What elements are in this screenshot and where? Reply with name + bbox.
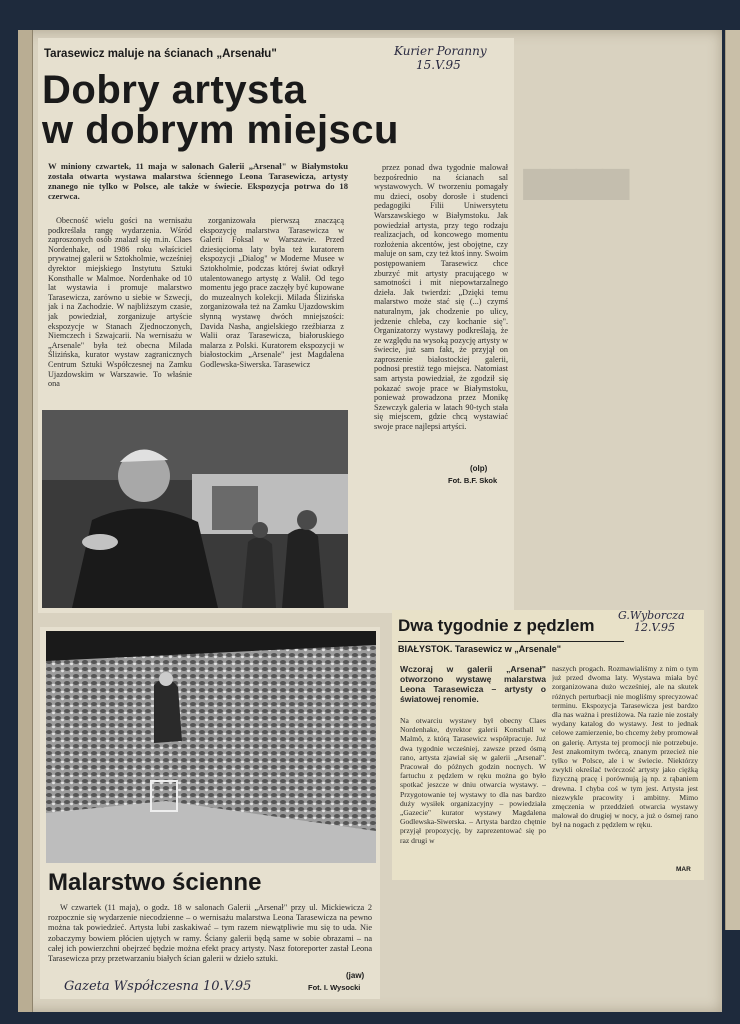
photo-credit: Fot. I. Wysocki — [308, 983, 361, 992]
lead-paragraph: W miniony czwartek, 11 maja w salonach Galerii „Arsenał" w Białymstoku została otwarta wystawa malarstwa ściennego Leona Tarasewicza, artysty znanego nie tylko w Polsce, ale także w świecie. Ekspozycja potrwa do 18 czerwca. — [48, 161, 348, 201]
author-signature: (olp) — [470, 464, 488, 473]
photo-artist-image — [42, 410, 348, 608]
photo-wall-painting — [46, 631, 376, 863]
album-page — [18, 30, 722, 1012]
body-text: W czwartek (11 maja), o godz. 18 w salonach Galerii „Arsenał" przy ul. Mickiewicza 2 rozpocznie się wydarzenie niecodzienne – o wernisażu malarstwa Leona Tarasewicza na pewno można tak powiedzieć. Artysta lubi zaskakiwać – tym razem niewątpliwie mu się to uda. Nie zobaczymy bowiem płócien ujętych w ramy. Ściany galerii będą same w sobie obrazami – na całej ich powierzchni obejrzeć będzie można efekt pracy artysty. Nasz fotoreporter zastał Leona Tarasewicza przy przetwarzaniu białych ścian galerii w dzieło sztuki. — [48, 903, 372, 964]
headline-rule — [398, 641, 624, 642]
column-1: Obecność wielu gości na wernisażu podkreślała rangę wydarzenia. Wśród zaproszonych osób znalazł się m.in. Claes Nordenhake, od 1986 roku właściciel prywatnej galerii w Sztokholmie, wcześniej dyrektor miejskiego Instytutu Sztuki Konsthalle w Malmoe. Nordenhake od 10 lat wystawia i promuje malarstwo Tarasewicza, zarówno u siebie w Szwecji, jak i na Zachodzie. W najbliższym czasie, jak powiedział, zorganizuje artyście ekspozycje w Stanach Zjednoczonych, Niemczech i Szwajcarii. Na wernisażu w „Arsenale" była też obecna Milada Ślizińska, kurator wystaw zagranicznych Centrum Sztuki Współczesnej na Zamku Ujazdowskim w Warszawie. To właśnie ona — [48, 216, 192, 389]
album-next-page-edge — [725, 30, 740, 930]
clipping-gazeta-wyborcza — [392, 610, 704, 880]
bleed-through-area: ▆▆▆▆ — [524, 161, 629, 199]
handwritten-source-note: Gazeta Współczesna 10.V.95 — [64, 979, 252, 994]
dateline: BIAŁYSTOK. Tarasewicz w „Arsenale" — [398, 644, 561, 654]
author-signature: MAR — [676, 866, 691, 873]
column-2: naszych progach. Rozmawialiśmy z nim o tym już przed dwoma laty. Wystawa miała być zorganizowana dużo wcześniej, ale na skutek różnych perturbacji nie mogliśmy sprecyzować terminu. Ekspozycja Tarasewicza jest bardzo dla nas ważna i prestiżowa. Na razie nie zostały wydany katalog do wystawy. Jest to jednak celowe zamierzenie, bo chcemy żeby promował on galerię. Artysta tej promocji nie potrzebuje. Jest znakomitym twórcą, znanym przecież nie tylko w Polsce, ale i w świecie. Niektórzy zwykli określać twórczość artysty jako ciężką fizyczną pracę i porównują ją np. z rąbaniem drewna. I chyba coś w tym jest. Artysta jest niezwykle pracowity i ambitny. Mimo zmęczenia w przeddzień otwarcia wystawy malował do drugiej w nocy, a już o ósmej rano był na nogach z pędzlem w ręku. — [552, 664, 698, 830]
column-1: Na otwarciu wystawy był obecny Claes Nordenhake, dyrektor galerii Konsthall w Malmö, z którą Tarasewicz współpracuje. Już dwa tygodnie wcześniej, zawsze przed ósmą rano, artysta zjawiał się w galerii „Arsenał". Pracował do późnych godzin nocnych. W fartuchu z pędzlem w ręku można go było spotkać jeszcze w dniu otwarcia wystawy. – Przygotowanie tej wystawy to dla nas bardzo duży wysiłek organizacyjny – powiedziała „Gazecie" kurator wystawy Magdalena Godlewska-Siwerska. – Artysta bardzo chętnie przyjął propozycję, by zaprezentować się po raz drugi w — [400, 716, 546, 845]
headline: Dobry artysta w dobrym miejscu — [42, 68, 399, 152]
clipping-kurier-poranny — [38, 38, 514, 613]
lead-paragraph: Wczoraj w galerii „Arsenał" otworzono wystawę malarstwa Leona Tarasewicza – artysty o światowej renomie. — [400, 664, 546, 704]
headline: Dwa tygodnie z pędzlem — [398, 616, 595, 635]
album-spine — [18, 30, 33, 1012]
handwritten-source-note: G.Wyborcza 12.V.95 — [618, 609, 685, 634]
column-2: zorganizowała pierwszą znaczącą ekspozycję malarstwa Tarasewicza w Galerii Foksal w Warszawie. Przed dziesięcioma laty była też kuratorem ekspozycji „Dialog" w Moderne Musee w Sztokholmie, podczas której świat odkrył utalentowanego artystę z Walił. Od tego momentu jego prace zaczęły być kupowane do muzealnych kolekcji. Milada Ślizińska zorganizowała też na Zamku Ujazdowskim słynną wystawę dwóch mniejszości: Davida Nasha, angielskiego rzeźbiarza z Walii oraz Tarasewicza, białoruskiego malarza z Polski. Kuratorem ekspozycji w białostockim „Arsenale" jest Magdalena Godlewska-Siwerska. Tarasewicz — [200, 216, 344, 369]
clipping-gazeta-wspolczesna — [40, 627, 380, 999]
kicker: Tarasewicz maluje na ścianach „Arsenału" — [44, 48, 277, 60]
headline: Malarstwo ścienne — [48, 869, 262, 896]
handwritten-source-note: Kurier Poranny 15.V.95 — [394, 44, 487, 72]
author-signature: (jaw) — [346, 971, 365, 980]
column-3: przez ponad dwa tygodnie malował bezpośrednio na ścianach sal wystawowych. W tworzeniu pomagały mu dzieci, osoby dorosłe i studenci pedagogiki Filii Uniwersytetu Warszawskiego w Białymstoku. Jak powiedział artysta, przy tego rodzaju realizacjach, od koncowego momentu rozłożenia akcentów, jest obojętne, czy maluje on sam, czy też ktoś inny. Swoim postępowaniem Tarasewicz chce zburzyć mit artysty pracującego w samotności i mit niepowtarzalnego dzieła. Jak twierdzi: „Dzięki temu malarstwo może stać się (...) czymś naturalnym, jak chodzenie po ulicy, jedzenie chleba, czy kochanie się". Organizatorzy wystawy podkreślają, że ze względu na wysoką pozycję artysty w świecie, już sam fakt, że przyjął on zaproszenie białostockiej galerii, podnosi prestiż tego miejsca. Natomiast sam artysta powiedział, że zgodził się pokazać swoje prace w Białymstoku, ponieważ prowadzona przez Monikę Szewczyk galeria w latach 90-tych stała się miejscem, gdzie chcą wystawiać swoje prace najlepsi artyści. — [374, 163, 508, 432]
photo-credit: Fot. B.F. Skok — [448, 476, 498, 485]
photo-artist-at-opening — [42, 410, 348, 608]
photo-wall-image — [46, 631, 376, 863]
